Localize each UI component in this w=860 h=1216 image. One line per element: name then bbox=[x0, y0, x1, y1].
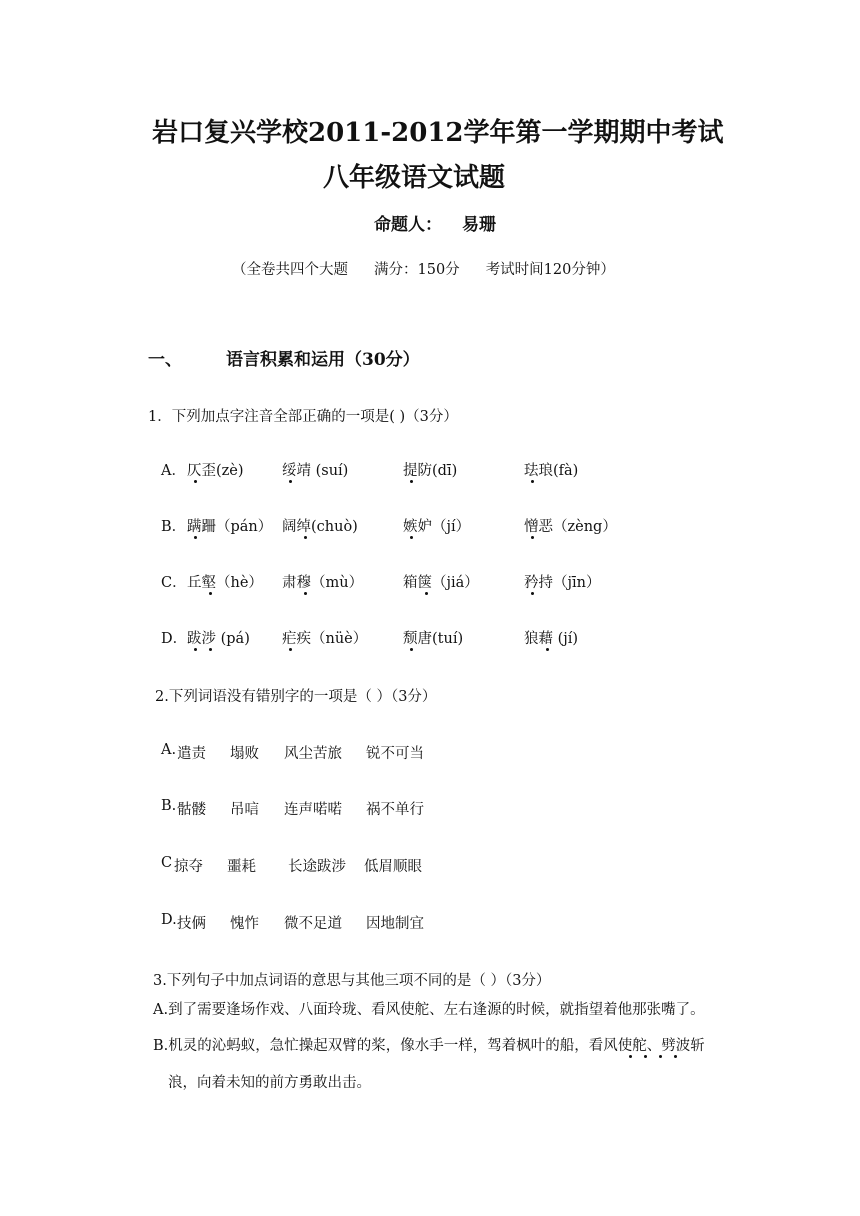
emphasis-dot bbox=[531, 592, 534, 595]
option-word: 遣责 bbox=[177, 746, 206, 762]
option-label: D. bbox=[161, 912, 177, 928]
option-label: B. bbox=[161, 798, 177, 814]
option-word: 锐不可当 bbox=[366, 746, 424, 762]
option-word: 提防(dī) bbox=[403, 463, 458, 479]
option-word: 狼藉 (jí) bbox=[524, 631, 579, 647]
option-word: 疟疾（nüè） bbox=[282, 631, 368, 647]
emphasis-dot bbox=[410, 648, 413, 651]
emphasis-dot bbox=[546, 648, 549, 651]
q3-option-b-continued: 浪，向着未知的前方勇敢出击。 bbox=[168, 1075, 371, 1091]
emphasis-dot bbox=[194, 480, 197, 483]
option-word: 风尘苦旅 bbox=[284, 746, 342, 762]
emphasis-dot bbox=[209, 648, 212, 651]
note-part2: 满分：150分 bbox=[374, 262, 460, 278]
emphasis-dot bbox=[531, 536, 534, 539]
option-word: 噩耗 bbox=[227, 859, 256, 875]
option-word: 跋涉 (pá) bbox=[187, 631, 250, 647]
option-word: 蹒跚（pán） bbox=[187, 519, 273, 535]
option-label: B． bbox=[161, 519, 187, 535]
option-label: C bbox=[161, 855, 173, 871]
option-word: 矜持（jīn） bbox=[524, 575, 601, 591]
emphasis-dot bbox=[194, 648, 197, 651]
emphasis-dot bbox=[289, 648, 292, 651]
option-word: 珐琅(fà) bbox=[524, 463, 579, 479]
note-part3: 考试时间120分钟） bbox=[485, 262, 615, 278]
option-word: 丘壑（hè） bbox=[187, 575, 263, 591]
option-word: 愧怍 bbox=[230, 916, 259, 932]
emphasis-dot bbox=[289, 480, 292, 483]
q3-option-b: B.机灵的沁蚂蚁，急忙操起双臂的桨，像水手一样，驾着枫叶的船，看风使舵、劈波斩 bbox=[153, 1038, 705, 1054]
emphasis-dot bbox=[410, 480, 413, 483]
option-word: 骷髅 bbox=[177, 802, 206, 818]
option-word: 因地制宜 bbox=[366, 916, 424, 932]
exam-title: 岩口复兴学校2011-2012学年第一学期期中考试 bbox=[152, 118, 724, 148]
option-word: 颓唐(tuí) bbox=[403, 631, 464, 647]
question-2-stem: 2.下列词语没有错别字的一项是（ ）（3分） bbox=[155, 689, 437, 705]
q3-option-a: A.到了需要逢场作戏、八面玲珑、看风使舵、左右逢源的时候，就指望着他那张嘴了。 bbox=[153, 1002, 705, 1018]
option-label: C． bbox=[161, 575, 187, 591]
note-part1: （全卷共四个大题 bbox=[232, 262, 348, 278]
question-1-stem: 1．下列加点字注音全部正确的一项是( )（3分） bbox=[148, 409, 458, 425]
emphasis-dot bbox=[425, 592, 428, 595]
emphasis-dot bbox=[674, 1055, 677, 1058]
exam-note bbox=[232, 258, 615, 279]
option-word: 掠夺 bbox=[174, 859, 203, 875]
option-word: 技俩 bbox=[177, 916, 206, 932]
emphasis-dot bbox=[194, 536, 197, 539]
question-3-stem: 3.下列句子中加点词语的意思与其他三项不同的是（ ）（3分） bbox=[153, 973, 551, 989]
option-word: 低眉顺眼 bbox=[364, 859, 422, 875]
emphasis-dot bbox=[304, 592, 307, 595]
option-word: 塌败 bbox=[230, 746, 259, 762]
emphasis-dot bbox=[659, 1055, 662, 1058]
section-heading bbox=[148, 345, 420, 370]
section-title: 语言积累和运用（30分） bbox=[226, 350, 420, 370]
author-line bbox=[374, 210, 496, 235]
emphasis-dot bbox=[209, 592, 212, 595]
option-word: 箱箧（jiá） bbox=[403, 575, 479, 591]
option-label: A． bbox=[161, 463, 186, 479]
option-word: 长途跋涉 bbox=[288, 859, 346, 875]
option-label: D． bbox=[161, 631, 188, 647]
emphasis-dot bbox=[304, 536, 307, 539]
option-word: 吊唁 bbox=[230, 802, 259, 818]
option-word: 绥靖 (suí) bbox=[282, 463, 349, 479]
option-word: 阔绰(chuò) bbox=[282, 519, 358, 535]
option-label: A. bbox=[161, 742, 177, 758]
option-word: 仄歪(zè) bbox=[187, 463, 244, 479]
option-word: 祸不单行 bbox=[366, 802, 424, 818]
emphasis-dot bbox=[531, 480, 534, 483]
section-number: 一、 bbox=[148, 350, 182, 370]
option-word: 连声喏喏 bbox=[284, 802, 342, 818]
author-label: 命题人： bbox=[374, 215, 442, 235]
exam-subtitle: 八年级语文试题 bbox=[323, 163, 506, 193]
emphasis-dot bbox=[644, 1055, 647, 1058]
option-word: 憎恶（zèng） bbox=[524, 519, 617, 535]
emphasis-dot bbox=[410, 536, 413, 539]
option-word: 肃穆（mù） bbox=[282, 575, 364, 591]
emphasis-dot bbox=[629, 1055, 632, 1058]
option-word: 微不足道 bbox=[284, 916, 342, 932]
option-word: 嫉妒（jí） bbox=[403, 519, 471, 535]
author-name: 易珊 bbox=[462, 215, 496, 235]
